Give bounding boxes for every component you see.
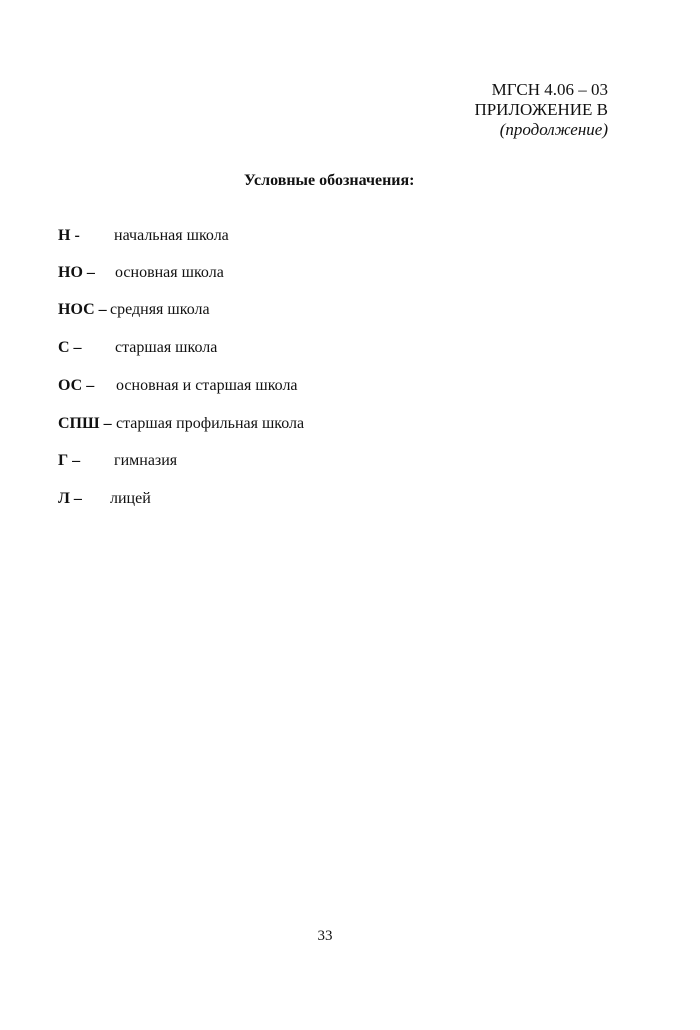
- legend-desc: лицей: [110, 490, 151, 507]
- legend-desc: основная и старшая школа: [116, 377, 298, 394]
- legend-desc: основная школа: [115, 264, 224, 281]
- continuation-label: (продолжение): [499, 120, 608, 139]
- legend-desc: старшая профильная школа: [116, 415, 305, 432]
- document-header: [474, 80, 608, 140]
- legend-desc: начальная школа: [114, 227, 229, 244]
- legend-abbr: Л –: [58, 490, 82, 507]
- page-number: 33: [317, 928, 333, 944]
- legend-item-os: [58, 376, 298, 396]
- legend-desc: средняя школа: [110, 301, 210, 318]
- legend-item-spsh: [58, 414, 305, 434]
- legend-desc: старшая школа: [115, 339, 218, 356]
- legend-item-n: [58, 226, 229, 246]
- appendix-label: ПРИЛОЖЕНИЕ В: [474, 100, 608, 119]
- legend-item-l: [58, 489, 151, 509]
- legend-item-s: [58, 338, 218, 358]
- legend-title: Условные обозначения:: [244, 172, 415, 189]
- legend-item-g: [58, 451, 178, 471]
- standard-code: МГСН 4.06 – 03: [491, 80, 608, 99]
- legend-abbr: СПШ –: [58, 415, 112, 432]
- legend-abbr: НО –: [58, 264, 95, 281]
- legend-item-no: [58, 263, 224, 283]
- legend-abbr: Г –: [58, 452, 81, 469]
- legend-abbr: ОС –: [58, 377, 95, 394]
- legend-abbr: Н -: [58, 227, 80, 244]
- legend-abbr: С –: [58, 339, 82, 356]
- legend-abbr: НОС –: [58, 301, 107, 318]
- legend-desc: гимназия: [114, 452, 178, 469]
- legend-item-nos: [58, 300, 210, 320]
